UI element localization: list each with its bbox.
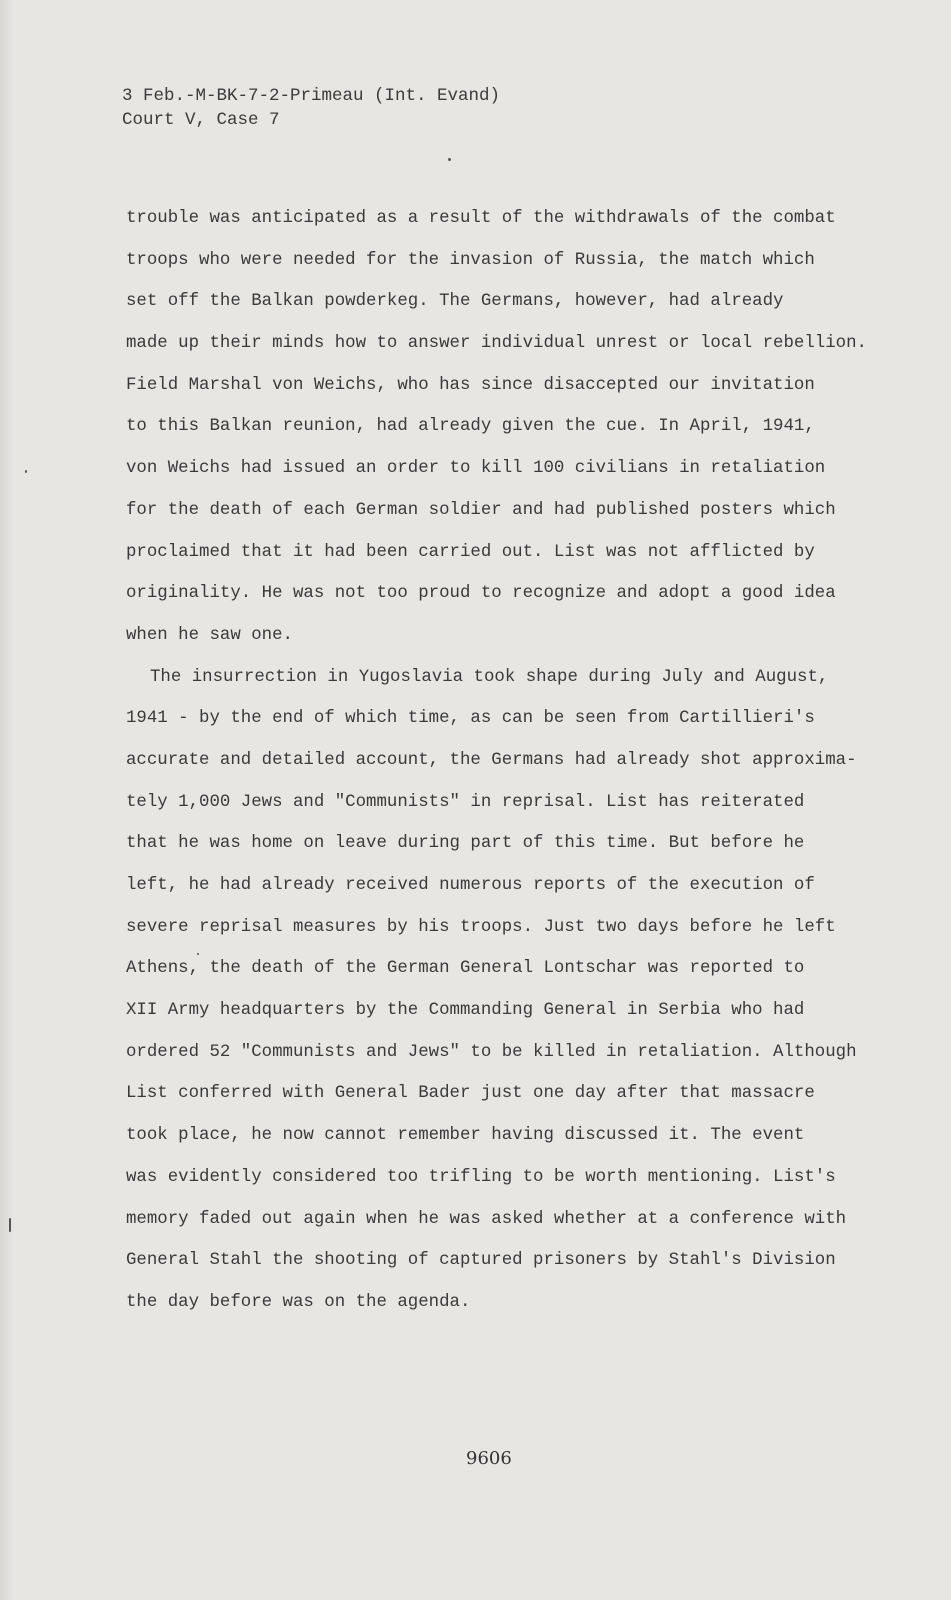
- text-line: List conferred with General Bader just one day after that massacre: [126, 1084, 815, 1104]
- text-line: took place, he now cannot remember having discussed it. The event: [126, 1126, 805, 1146]
- text-line: originality. He was not too proud to recognize and adopt a good idea: [126, 584, 836, 604]
- page-number: 9606: [466, 1448, 512, 1469]
- text-line: that he was home on leave during part of this time. But before he: [126, 834, 805, 854]
- text-line: tely 1,000 Jews and "Communists" in reprisal. List has reiterated: [126, 792, 805, 812]
- text-line: General Stahl the shooting of captured prisoners by Stahl's Division: [126, 1251, 836, 1271]
- text-line: accurate and detailed account, the Germans had already shot approxima-: [126, 750, 857, 770]
- text-line: The insurrection in Yugoslavia took shape during July and August,: [150, 667, 829, 687]
- paper-speck: [448, 158, 451, 161]
- text-line: severe reprisal measures by his troops. Just two days before he left: [126, 917, 836, 937]
- text-line: 1941 - by the end of which time, as can be seen from Cartillieri's: [126, 709, 815, 729]
- text-line: XII Army headquarters by the Commanding General in Serbia who had: [126, 1001, 805, 1021]
- text-line: troops who were needed for the invasion of Russia, the match which: [126, 250, 815, 270]
- text-line: proclaimed that it had been carried out. List was not afflicted by: [126, 542, 815, 562]
- text-line: left, he had already received numerous reports of the execution of: [126, 876, 815, 895]
- text-line: Athens, the death of the German General Lontschar was reported to: [126, 959, 805, 979]
- text-line: was evidently considered too trifling to be worth mentioning. List's: [126, 1167, 836, 1187]
- paragraph-2: [126, 657, 871, 1324]
- document-body: [126, 198, 871, 1324]
- text-line: set off the Balkan powderkeg. The Germans, however, had already: [126, 292, 784, 312]
- text-line: trouble was anticipated as a result of the withdrawals of the combat: [126, 209, 836, 228]
- paper-speck: [9, 1218, 11, 1232]
- text-line: memory faded out again when he was asked whether at a conference with: [126, 1209, 847, 1229]
- text-line: von Weichs had issued an order to kill 100 civilians in retaliation: [126, 459, 826, 479]
- text-line: Field Marshal von Weichs, who has since disaccepted our invitation: [126, 375, 815, 395]
- text-line: ordered 52 "Communists and Jews" to be killed in retaliation. Although: [126, 1042, 857, 1062]
- text-line: made up their minds how to answer individual unrest or local rebellion.: [126, 334, 867, 354]
- text-line: when he saw one.: [126, 625, 293, 645]
- text-line: the day before was on the agenda.: [126, 1292, 471, 1312]
- paragraph-1: [126, 198, 871, 657]
- text-line: for the death of each German soldier and had published posters which: [126, 500, 836, 520]
- page-edge-shadow: [0, 0, 14, 1600]
- header-line-court: Court V, Case 7: [122, 110, 280, 130]
- paper-speck: [25, 470, 27, 473]
- text-line: to this Balkan reunion, had already given the cue. In April, 1941,: [126, 417, 815, 437]
- document-header: [122, 84, 500, 132]
- paper-speck: [197, 953, 199, 955]
- header-line-reference: 3 Feb.-M-BK-7-2-Primeau (Int. Evand): [122, 86, 501, 106]
